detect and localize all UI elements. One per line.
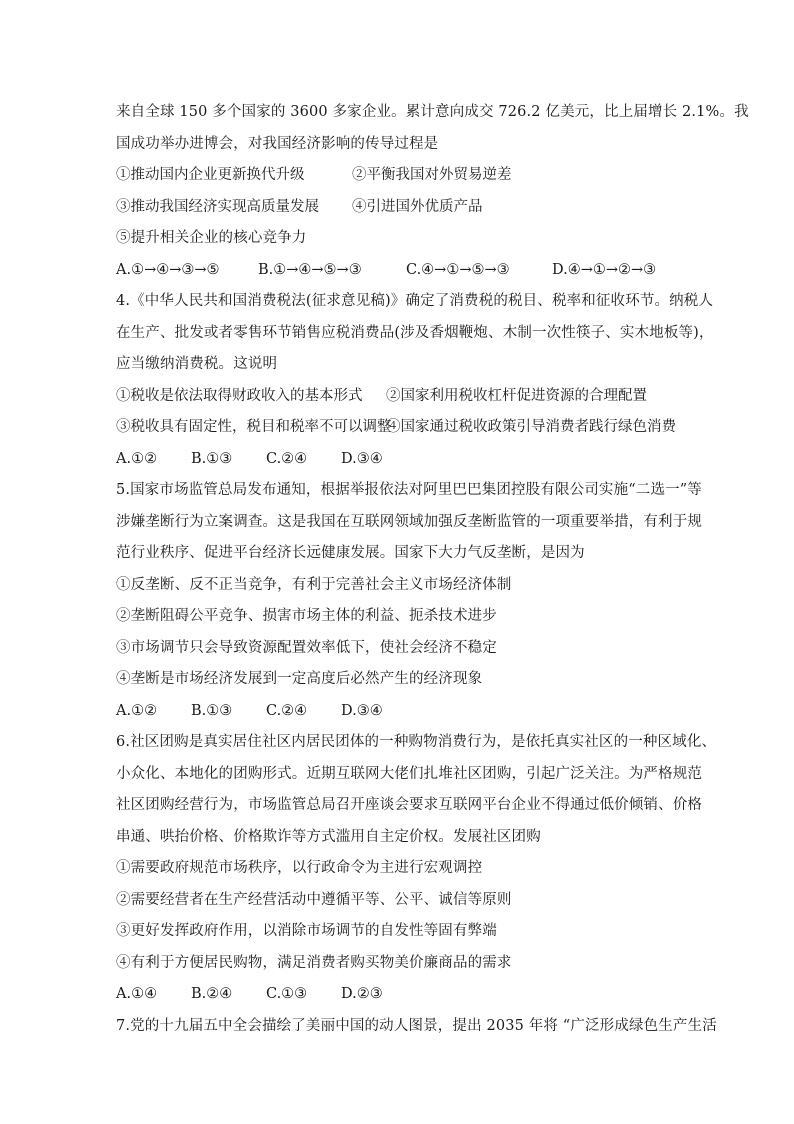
- question-stem-line: 范行业秩序、促进平台经济长远健康发展。国家下大力气反垄断，是因为: [116, 545, 585, 561]
- option-3: ③推动我国经济实现高质量发展: [116, 198, 319, 215]
- option-2: ②需要经营者在生产经营活动中遵循平等、公平、诚信等原则: [116, 891, 512, 908]
- option-4: ④有利于方便居民购物，满足消费者购买物美价廉商品的需求: [116, 954, 512, 971]
- answer-c: C.②④: [266, 702, 308, 719]
- option-4: ④引进国外优质产品: [352, 198, 483, 215]
- answer-b: B.①③: [191, 450, 233, 467]
- answer-a: A.①→④→③→⑤: [116, 261, 220, 278]
- option-3: ③更好发挥政府作用，以消除市场调节的自发性等固有弊端: [116, 923, 497, 939]
- question-stem-line: 串通、哄抬价格、价格欺诈等方式滥用自主定价权。发展社区团购: [116, 828, 541, 845]
- option-1: ①推动国内企业更新换代升级: [116, 167, 305, 183]
- answer-a: A.①②: [116, 702, 158, 719]
- option-2: ②平衡我国对外贸易逆差: [352, 167, 512, 183]
- answer-c: C.②④: [266, 450, 308, 467]
- option-3: ③税收具有固定性，税目和税率不可以调整: [116, 419, 392, 435]
- question-stem-line: 6.社区团购是真实居住社区内居民团体的一种购物消费行为，是依托真实社区的一种区域化、: [116, 734, 717, 750]
- option-row: [116, 412, 686, 444]
- question-stem-line: 小众化、本地化的团购形式。近期互联网大佬们扎堆社区团购，引起广泛关注。为严格规范: [116, 765, 702, 782]
- answer-choices: [116, 696, 686, 728]
- question-stem-line: 7.党的十九届五中全会描绘了美丽中国的动人图景，提出 2035 年将 “广泛形成绿色生产生活: [116, 1017, 717, 1034]
- option-row: [116, 381, 686, 413]
- answer-a: A.①②: [116, 450, 158, 467]
- question-6: [116, 727, 717, 1011]
- answer-choices: [116, 979, 686, 1011]
- answer-a: A.①④: [116, 986, 158, 1002]
- answer-choices: [116, 444, 686, 476]
- question-5: [116, 475, 702, 727]
- option-1: ①税收是依法取得财政收入的基本形式: [116, 387, 363, 404]
- option-1: ①需要政府规范市场秩序，以行政命令为主进行宏观调控: [116, 860, 483, 876]
- question-7: [116, 1011, 717, 1043]
- answer-d: D.③④: [341, 450, 383, 467]
- option-5: ⑤提升相关企业的核心竞争力: [116, 230, 307, 246]
- answer-c: C.④→①→⑤→③: [406, 261, 510, 278]
- document-page: [116, 97, 749, 1042]
- question-stem-line: 国成功举办进博会，对我国经济影响的传导过程是: [116, 135, 439, 152]
- option-2: ②国家利用税收杠杆促进资源的合理配置: [386, 387, 647, 404]
- question-stem-line: 4.《中华人民共和国消费税法(征求意见稿)》确定了消费税的税目、税率和征收环节。纳税人: [116, 293, 714, 309]
- answer-choices: [116, 255, 686, 287]
- question-3: [116, 97, 749, 286]
- answer-b: B.②④: [191, 986, 233, 1002]
- answer-d: D.②③: [341, 986, 383, 1002]
- question-stem-line: 社区团购经营行为，市场监管总局召开座谈会要求互联网平台企业不得通过低价倾销、价格: [116, 797, 702, 813]
- answer-b: B.①→④→⑤→③: [258, 261, 362, 278]
- option-3: ③市场调节只会导致资源配置效率低下，使社会经济不稳定: [116, 639, 497, 656]
- option-2: ②垄断阻碍公平竞争、损害市场主体的利益、扼杀技术进步: [116, 608, 497, 624]
- question-4: [116, 286, 714, 475]
- option-4: ④国家通过税收政策引导消费者践行绿色消费: [386, 419, 676, 435]
- option-4: ④垄断是市场经济发展到一定高度后必然产生的经济现象: [116, 671, 483, 687]
- question-stem-line: 5.国家市场监管总局发布通知，根据举报依法对阿里巴巴集团控股有限公司实施“二选一”等: [116, 482, 702, 498]
- option-row: [116, 160, 686, 192]
- question-stem-line: 在生产、批发或者零售环节销售应税消费品(涉及香烟鞭炮、木制一次性筷子、实木地板等)，: [116, 324, 714, 341]
- option-1: ①反垄断、反不正当竞争，有利于完善社会主义市场经济体制: [116, 576, 512, 593]
- answer-c: C.①③: [266, 986, 308, 1002]
- option-row: [116, 192, 686, 224]
- answer-d: D.④→①→②→③: [552, 261, 657, 278]
- question-stem-line: 应当缴纳消费税。这说明: [116, 356, 278, 372]
- question-stem-line: 来自全球 150 多个国家的 3600 多家企业。累计意向成交 726.2 亿美元，比上届增长 2.1%。我: [116, 104, 749, 120]
- question-stem-line: 涉嫌垄断行为立案调查。这是我国在互联网领域加强反垄断监管的一项重要举措，有利于规: [116, 513, 702, 530]
- answer-b: B.①③: [191, 702, 233, 719]
- answer-d: D.③④: [341, 702, 383, 719]
